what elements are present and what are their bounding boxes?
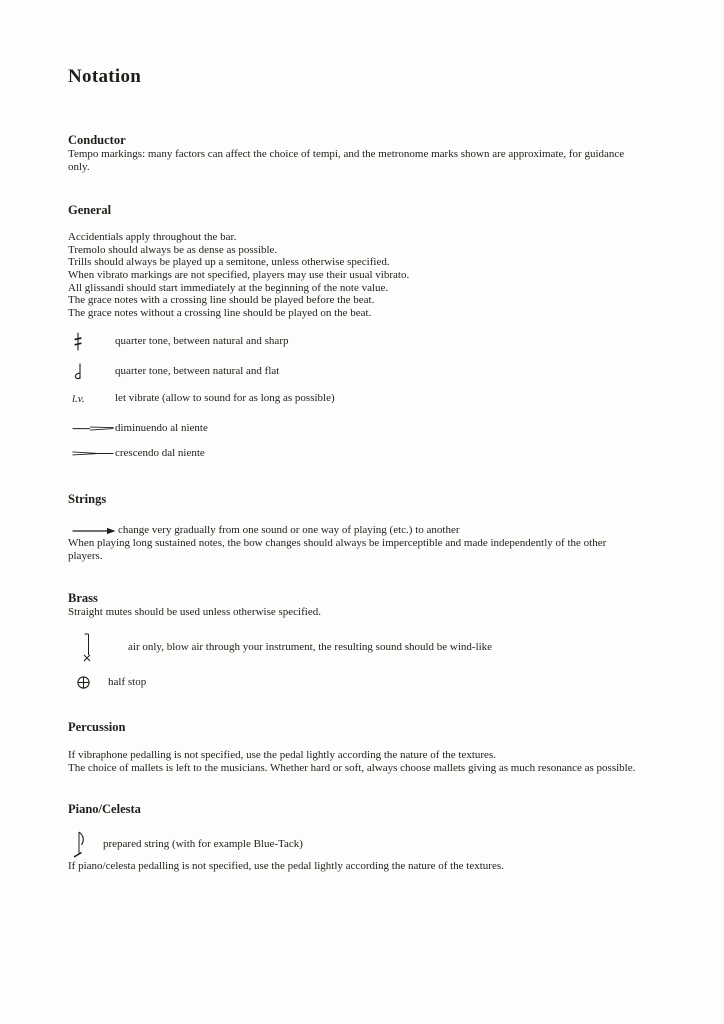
rule-line: Trills should always be played up a semitone, unless otherwise specified.: [68, 256, 390, 269]
gradual-change-arrow-icon: [68, 525, 118, 537]
conductor-paragraph: Tempo markings: many factors can affect the choice of tempi, and the metronome marks shown are approximate, for guidance only.: [68, 148, 625, 173]
diminuendo-al-niente-icon: [68, 422, 115, 435]
percussion-line: The choice of mallets is left to the musicians. Whether hard or soft, always choose mallets giving as much resonance as possible.: [68, 761, 636, 774]
legend-description: quarter tone, between natural and sharp: [115, 335, 289, 348]
percussion-line: If vibraphone pedalling is not specified, use the pedal lightly according the nature of the textures.: [68, 749, 496, 762]
section-heading-conductor: Conductor: [68, 133, 126, 147]
legend-row: [68, 524, 658, 537]
quarter-tone-flat-icon: [68, 363, 115, 380]
section-heading-piano-celesta: Piano/Celesta: [68, 802, 141, 817]
legend-row: [68, 392, 658, 405]
general-rules-list: [68, 231, 658, 319]
quarter-tone-sharp-icon: [68, 332, 115, 351]
piano-paragraph: If piano/celesta pedalling is not specified, use the pedal lightly according the nature of the textures.: [68, 860, 504, 873]
legend-row: [68, 447, 658, 460]
rule-line: The grace notes without a crossing line should be played on the beat.: [68, 306, 372, 319]
section-heading-percussion: Percussion: [68, 720, 126, 735]
legend-description: air only, blow air through your instrument, the resulting sound should be wind-like: [128, 641, 493, 654]
percussion-paragraph: [68, 749, 640, 774]
lv-label: l.v.: [72, 392, 85, 405]
legend-description: prepared string (with for example Blue-Tack): [103, 838, 303, 851]
rule-line: The grace notes with a crossing line should be played before the beat.: [68, 294, 375, 307]
legend-description: half stop: [108, 676, 147, 689]
legend-row: [68, 829, 658, 860]
legend-row: [68, 332, 658, 351]
rule-line: All glissandi should start immediately at the beginning of the note value.: [68, 281, 389, 294]
rule-line: When vibrato markings are not specified, players may use their usual vibrato.: [68, 268, 410, 281]
brass-paragraph: Straight mutes should be used unless otherwise specified.: [68, 605, 321, 618]
air-only-note-icon: [68, 632, 128, 663]
strings-paragraph: When playing long sustained notes, the bow changes should always be imperceptible and made independently of the other players.: [68, 537, 607, 562]
legend-description: crescendo dal niente: [115, 447, 205, 460]
half-stop-icon: [68, 675, 108, 690]
legend-description: diminuendo al niente: [115, 422, 208, 435]
legend-description: change very gradually from one sound or one way of playing (etc.) to another: [118, 524, 460, 537]
crescendo-dal-niente-icon: [68, 447, 115, 460]
rule-line: Accidentials apply throughout the bar.: [68, 231, 237, 244]
prepared-string-note-icon: [68, 829, 103, 860]
page-title: Notation: [68, 66, 142, 87]
legend-row: [68, 422, 658, 435]
legend-row: [68, 675, 658, 690]
legend-description: let vibrate (allow to sound for as long as possible): [115, 392, 335, 405]
section-heading-brass: Brass: [68, 590, 98, 605]
general-symbol-legend: [68, 332, 658, 460]
legend-description: quarter tone, between natural and flat: [115, 365, 280, 378]
section-heading-general: General: [68, 203, 112, 218]
section-heading-strings: Strings: [68, 492, 107, 507]
rule-line: Tremolo should always be as dense as possible.: [68, 243, 278, 256]
legend-row: [68, 632, 658, 663]
lv-symbol: [68, 393, 115, 405]
legend-row: [68, 363, 658, 380]
